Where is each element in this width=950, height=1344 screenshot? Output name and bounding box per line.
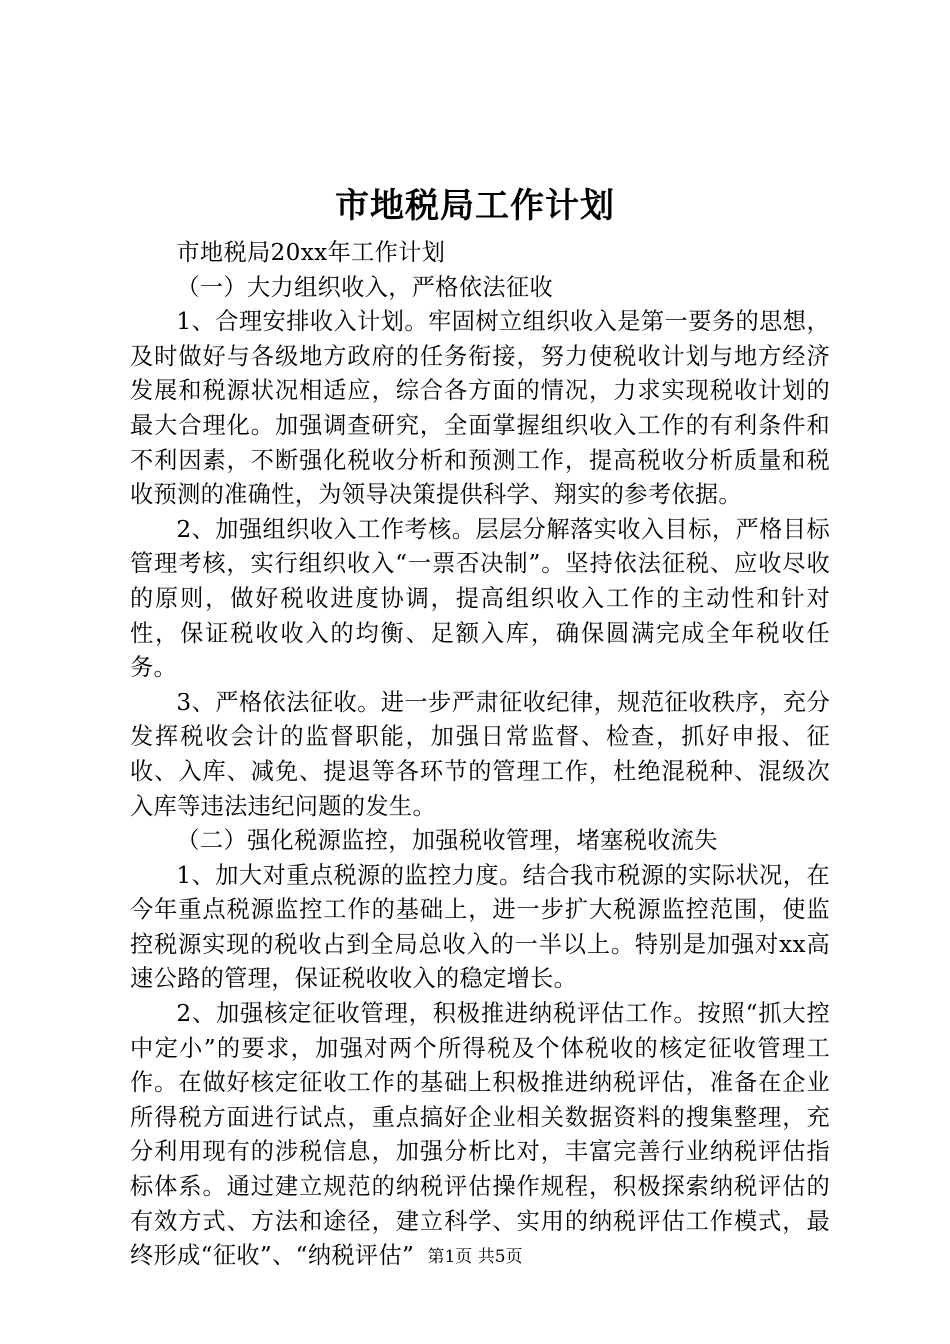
section-heading-1: （一）大力组织收入，严格依法征收: [176, 273, 553, 301]
paragraph-2-2: 2、加强核定征收管理，积极推进纳税评估工作。按照“抓大控中定小”的要求，加强对两个所得税及个体税收的核定征收管理工作。在做好核定征收工作的基础上积极推进纳税评估，准备在企业所得税方面进行试点，重点搞好企业相关数据资料的搜集整理，充分利用现有的涉税信息，加强分析比对，丰富完善行业纳税评估指标体系。通过建立规范的纳税评估操作规程，积极探索纳税评估的有效方式、方法和途径，建立科学、实用的纳税评估工作模式，最终形成“征收”、“纳税评估”: [130, 1000, 830, 1270]
document-body: [130, 236, 830, 1274]
page-footer: 第1页 共5页: [427, 1247, 523, 1267]
document-title: 市地税局工作计划: [335, 186, 615, 226]
paragraph-1-1: 1、合理安排收入计划。牢固树立组织收入是第一要务的思想，及时做好与各级地方政府的任务衔接，努力使税收计划与地方经济发展和税源状况相适应，综合各方面的情况，力求实现税收计划的最大合理化。加强调查研究，全面掌握组织收入工作的有利条件和不利因素，不断强化税收分析和预测工作，提高税收分析质量和税收预测的准确性，为领导决策提供科学、翔实的参考依据。: [130, 308, 830, 509]
paragraph-1-2: 2、加强组织收入工作考核。层层分解落实收入目标，严格目标管理考核，实行组织收入“一票否决制”。坚持依法征税、应收尽收的原则，做好税收进度协调，提高组织收入工作的主动性和针对性，保证税收收入的均衡、足额入库，确保圆满完成全年税收任务。: [130, 515, 830, 682]
paragraph-1-3: 3、严格依法征收。进一步严肃征收纪律，规范征收秩序，充分发挥税收会计的监督职能，加强日常监督、检查，抓好申报、征收、入库、减免、提退等各环节的管理工作，杜绝混税种、混级次入库等违法违纪问题的发生。: [130, 688, 830, 820]
document-subtitle: 市地税局20xx年工作计划: [176, 239, 446, 266]
section-heading-2: （二）强化税源监控，加强税收管理，堵塞税收流失: [176, 827, 718, 855]
paragraph-2-1: 1、加大对重点税源的监控力度。结合我市税源的实际状况，在今年重点税源监控工作的基础上，进一步扩大税源监控范围，使监控税源实现的税收占到全局总收入的一半以上。特别是加强对xx高速公路的管理，保证税收收入的稳定增长。: [130, 861, 830, 993]
